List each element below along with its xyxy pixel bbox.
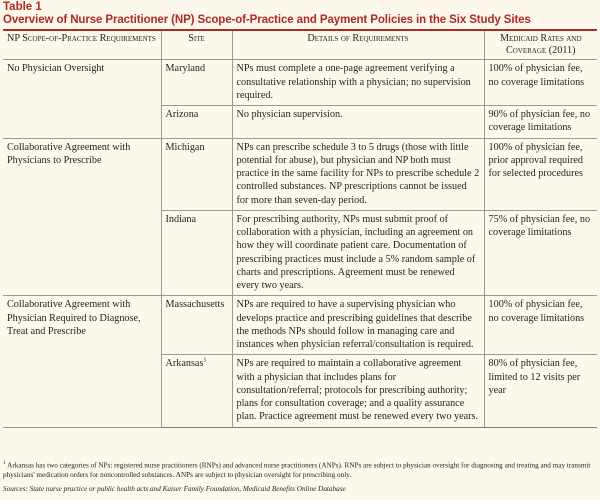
table-row (3, 60, 597, 106)
details-cell: NPs are required to maintain a collaborative agreement with a physician that includes plans for consultation/referral; protocols for prescribing authority; plans for consultation coverage; and a quality assurance plan. Practice agreement must be renewed every two years. (232, 355, 484, 427)
details-cell: No physician supervision. (232, 106, 484, 139)
details-cell: NPs are required to have a supervising physician who develops practice and prescribing guidelines that describe the methods NPs should follow in managing care and instances when physician referral/consultation is required. (232, 296, 484, 355)
site-cell: Michigan (161, 138, 232, 210)
footnote-marker: 1 (3, 460, 6, 466)
table-row (3, 138, 597, 210)
header-details: Details of Requirements (232, 31, 484, 60)
details-cell: NPs must complete a one-page agreement verifying a consultative relationship with a physician; no supervision required. (232, 60, 484, 106)
header-medicaid: Medicaid Rates and Coverage (2011) (484, 31, 597, 60)
details-cell: NPs can prescribe schedule 3 to 5 drugs (those with little potential for abuse), but physician and NP both must practice in the same facility for NPs to prescribe schedule 2 controlled substances. NP prescriptions cannot be issued for more than seven-day period. (232, 138, 484, 210)
site-cell: Massachusetts (161, 296, 232, 355)
site-cell: Indiana (161, 210, 232, 296)
table-row (3, 296, 597, 355)
header-row (3, 31, 597, 60)
details-cell: For prescribing authority, NPs must submit proof of collaboration with a physician, including an agreement on how they will coordinate patient care. Documentation of prescribing practices must include a 5% random sample of charts and prescriptions. Agreement must be renewed every two years. (232, 210, 484, 296)
header-site: Site (161, 31, 232, 60)
table-title: Overview of Nurse Practitioner (NP) Scope-of-Practice and Payment Policies in the Six Study Sites (3, 14, 531, 26)
medicaid-cell: 80% of physician fee, limited to 12 visits per year (484, 355, 597, 427)
footnote-ref: 1 (203, 358, 207, 365)
medicaid-cell: 75% of physician fee, no coverage limitations (484, 210, 597, 296)
table-label: Table 1 (3, 1, 42, 13)
requirement-cell: No Physician Oversight (3, 60, 161, 138)
policy-table (3, 31, 597, 428)
site-name: Arkansas (165, 358, 204, 370)
site-cell (161, 355, 232, 427)
site-cell: Arizona (161, 106, 232, 139)
medicaid-cell: 100% of physician fee, prior approval required for selected procedures (484, 138, 597, 210)
footnote-text: Arkansas has two categories of NPs: registered nurse practitioners (RNPs) and advanced nurse practitioners (ANPs). RNPs are subject to physician oversight for diagnosing and treating and may transmit physicians' medication orders for noncontrolled substances. ANPs are subject to physician oversight for prescribing only. (3, 461, 591, 480)
sources-note: Sources: State nurse practice or public health acts and Kaiser Family Foundation, Medicaid Benefits Online Database (3, 485, 346, 493)
footnote (3, 460, 597, 481)
site-cell: Maryland (161, 60, 232, 106)
requirement-cell: Collaborative Agreement with Physician Required to Diagnose, Treat and Prescribe (3, 296, 161, 427)
header-requirements: NP Scope-of-Practice Requirements (3, 31, 161, 60)
medicaid-cell: 90% of physician fee, no coverage limitations (484, 106, 597, 139)
requirement-cell: Collaborative Agreement with Physicians to Prescribe (3, 138, 161, 296)
medicaid-cell: 100% of physician fee, no coverage limitations (484, 60, 597, 106)
medicaid-cell: 100% of physician fee, no coverage limitations (484, 296, 597, 355)
